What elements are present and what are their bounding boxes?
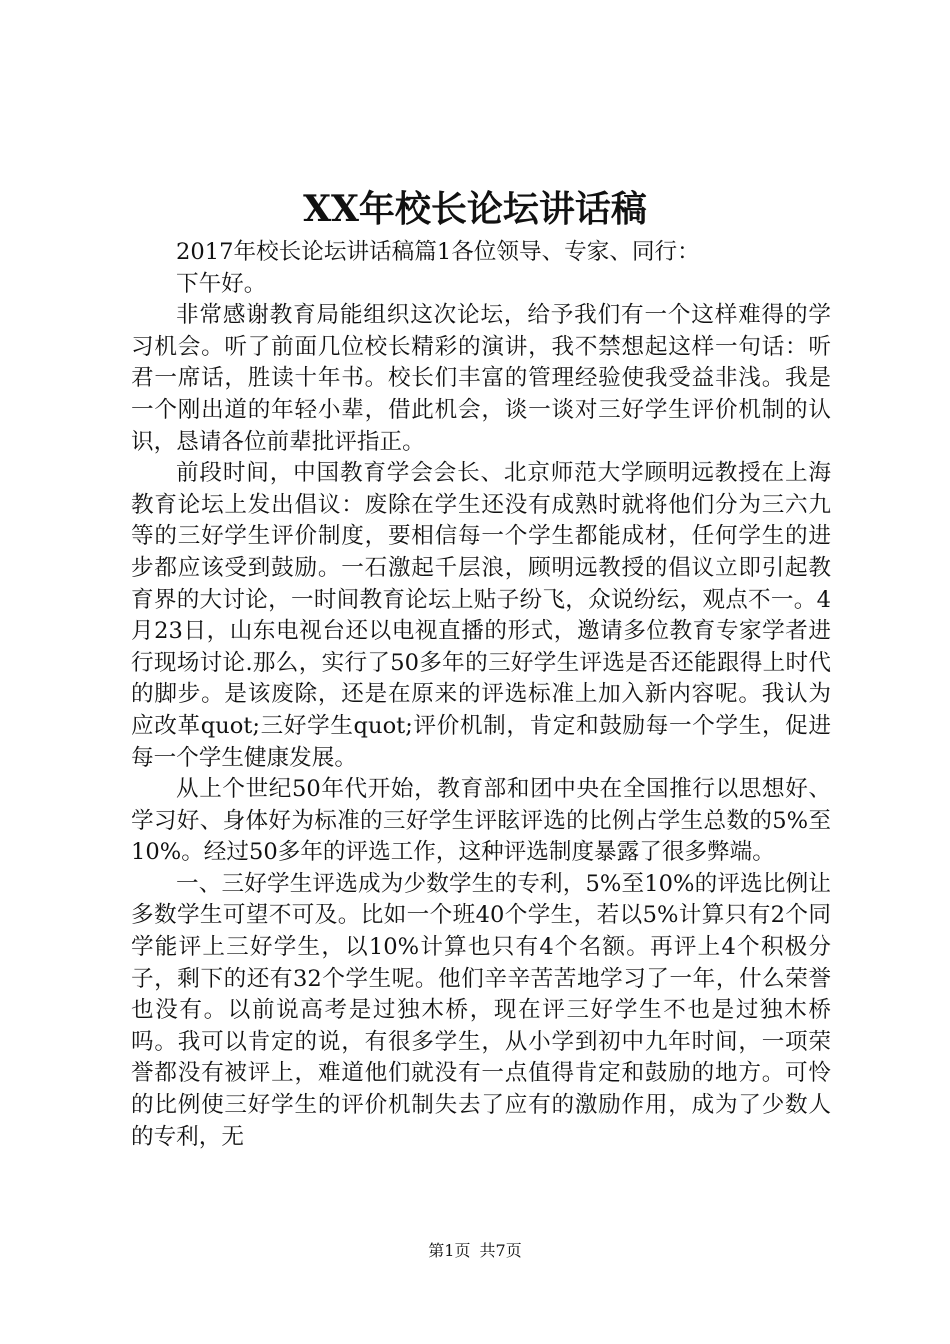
document-title: XX年校长论坛讲话稿 — [303, 188, 647, 230]
page-total: 共7页 — [479, 1241, 522, 1260]
paragraph: 一、三好学生评选成为少数学生的专利，5%至10%的评选比例让多数学生可望不可及。比如一个班40个学生，若以5%计算只有2个同学能评上三好学生，以10%计算也只有4个名额。再评上4个积极分子，剩下的还有32个学生呢。他们辛辛苦苦地学习了一年，什么荣誉也没有。以前说高考是过独木桥，现在评三好学生不也是过独木桥吗。我可以肯定的说，有很多学生，从小学到初中九年时间，一项荣誉都没有被评上，难道他们就没有一点值得肯定和鼓励的地方。可怜的比例使三好学生的评价机制失去了应有的激励作用，成为了少数人的专利，无 — [131, 870, 831, 1150]
page-footer — [0, 1240, 950, 1262]
document-body — [131, 237, 831, 1153]
paragraph: 非常感谢教育局能组织这次论坛，给予我们有一个这样难得的学习机会。听了前面几位校长精彩的演讲，我不禁想起这样一句话：听君一席话，胜读十年书。校长们丰富的管理经验使我受益非浅。我是一个刚出道的年轻小辈，借此机会，谈一谈对三好学生评价机制的认识，恳请各位前辈批评指正。 — [131, 302, 831, 455]
paragraph: 从上个世纪50年代开始，教育部和团中央在全国推行以思想好、学习好、身体好为标准的三好学生评眩评选的比例占学生总数的5%至10%。经过50多年的评选工作，这种评选制度暴露了很多弊端。 — [131, 776, 831, 866]
paragraph: 前段时间，中国教育学会会长、北京师范大学顾明远教授在上海教育论坛上发出倡议：废除在学生还没有成熟时就将他们分为三六九等的三好学生评价制度，要相信每一个学生都能成材，任何学生的进步都应该受到鼓励。一石激起千层浪，顾明远教授的倡议立即引起教育界的大讨论，一时间教育论坛上贴子纷飞，众说纷纭，观点不一。4月23日，山东电视台还以电视直播的形式，邀请多位教育专家学者进行现场讨论.那么，实行了50多年的三好学生评选是否还能跟得上时代的脚步。是该废除，还是在原来的评选标准上加入新内容呢。我认为应改革quot;三好学生quot;评价机制，肯定和鼓励每一个学生，促进每一个学生健康发展。 — [131, 460, 831, 771]
page-number: 第1页 — [428, 1241, 471, 1260]
paragraph: 2017年校长论坛讲话稿篇1各位领导、专家、同行： — [176, 239, 700, 265]
paragraph: 下午好。 — [176, 270, 267, 297]
